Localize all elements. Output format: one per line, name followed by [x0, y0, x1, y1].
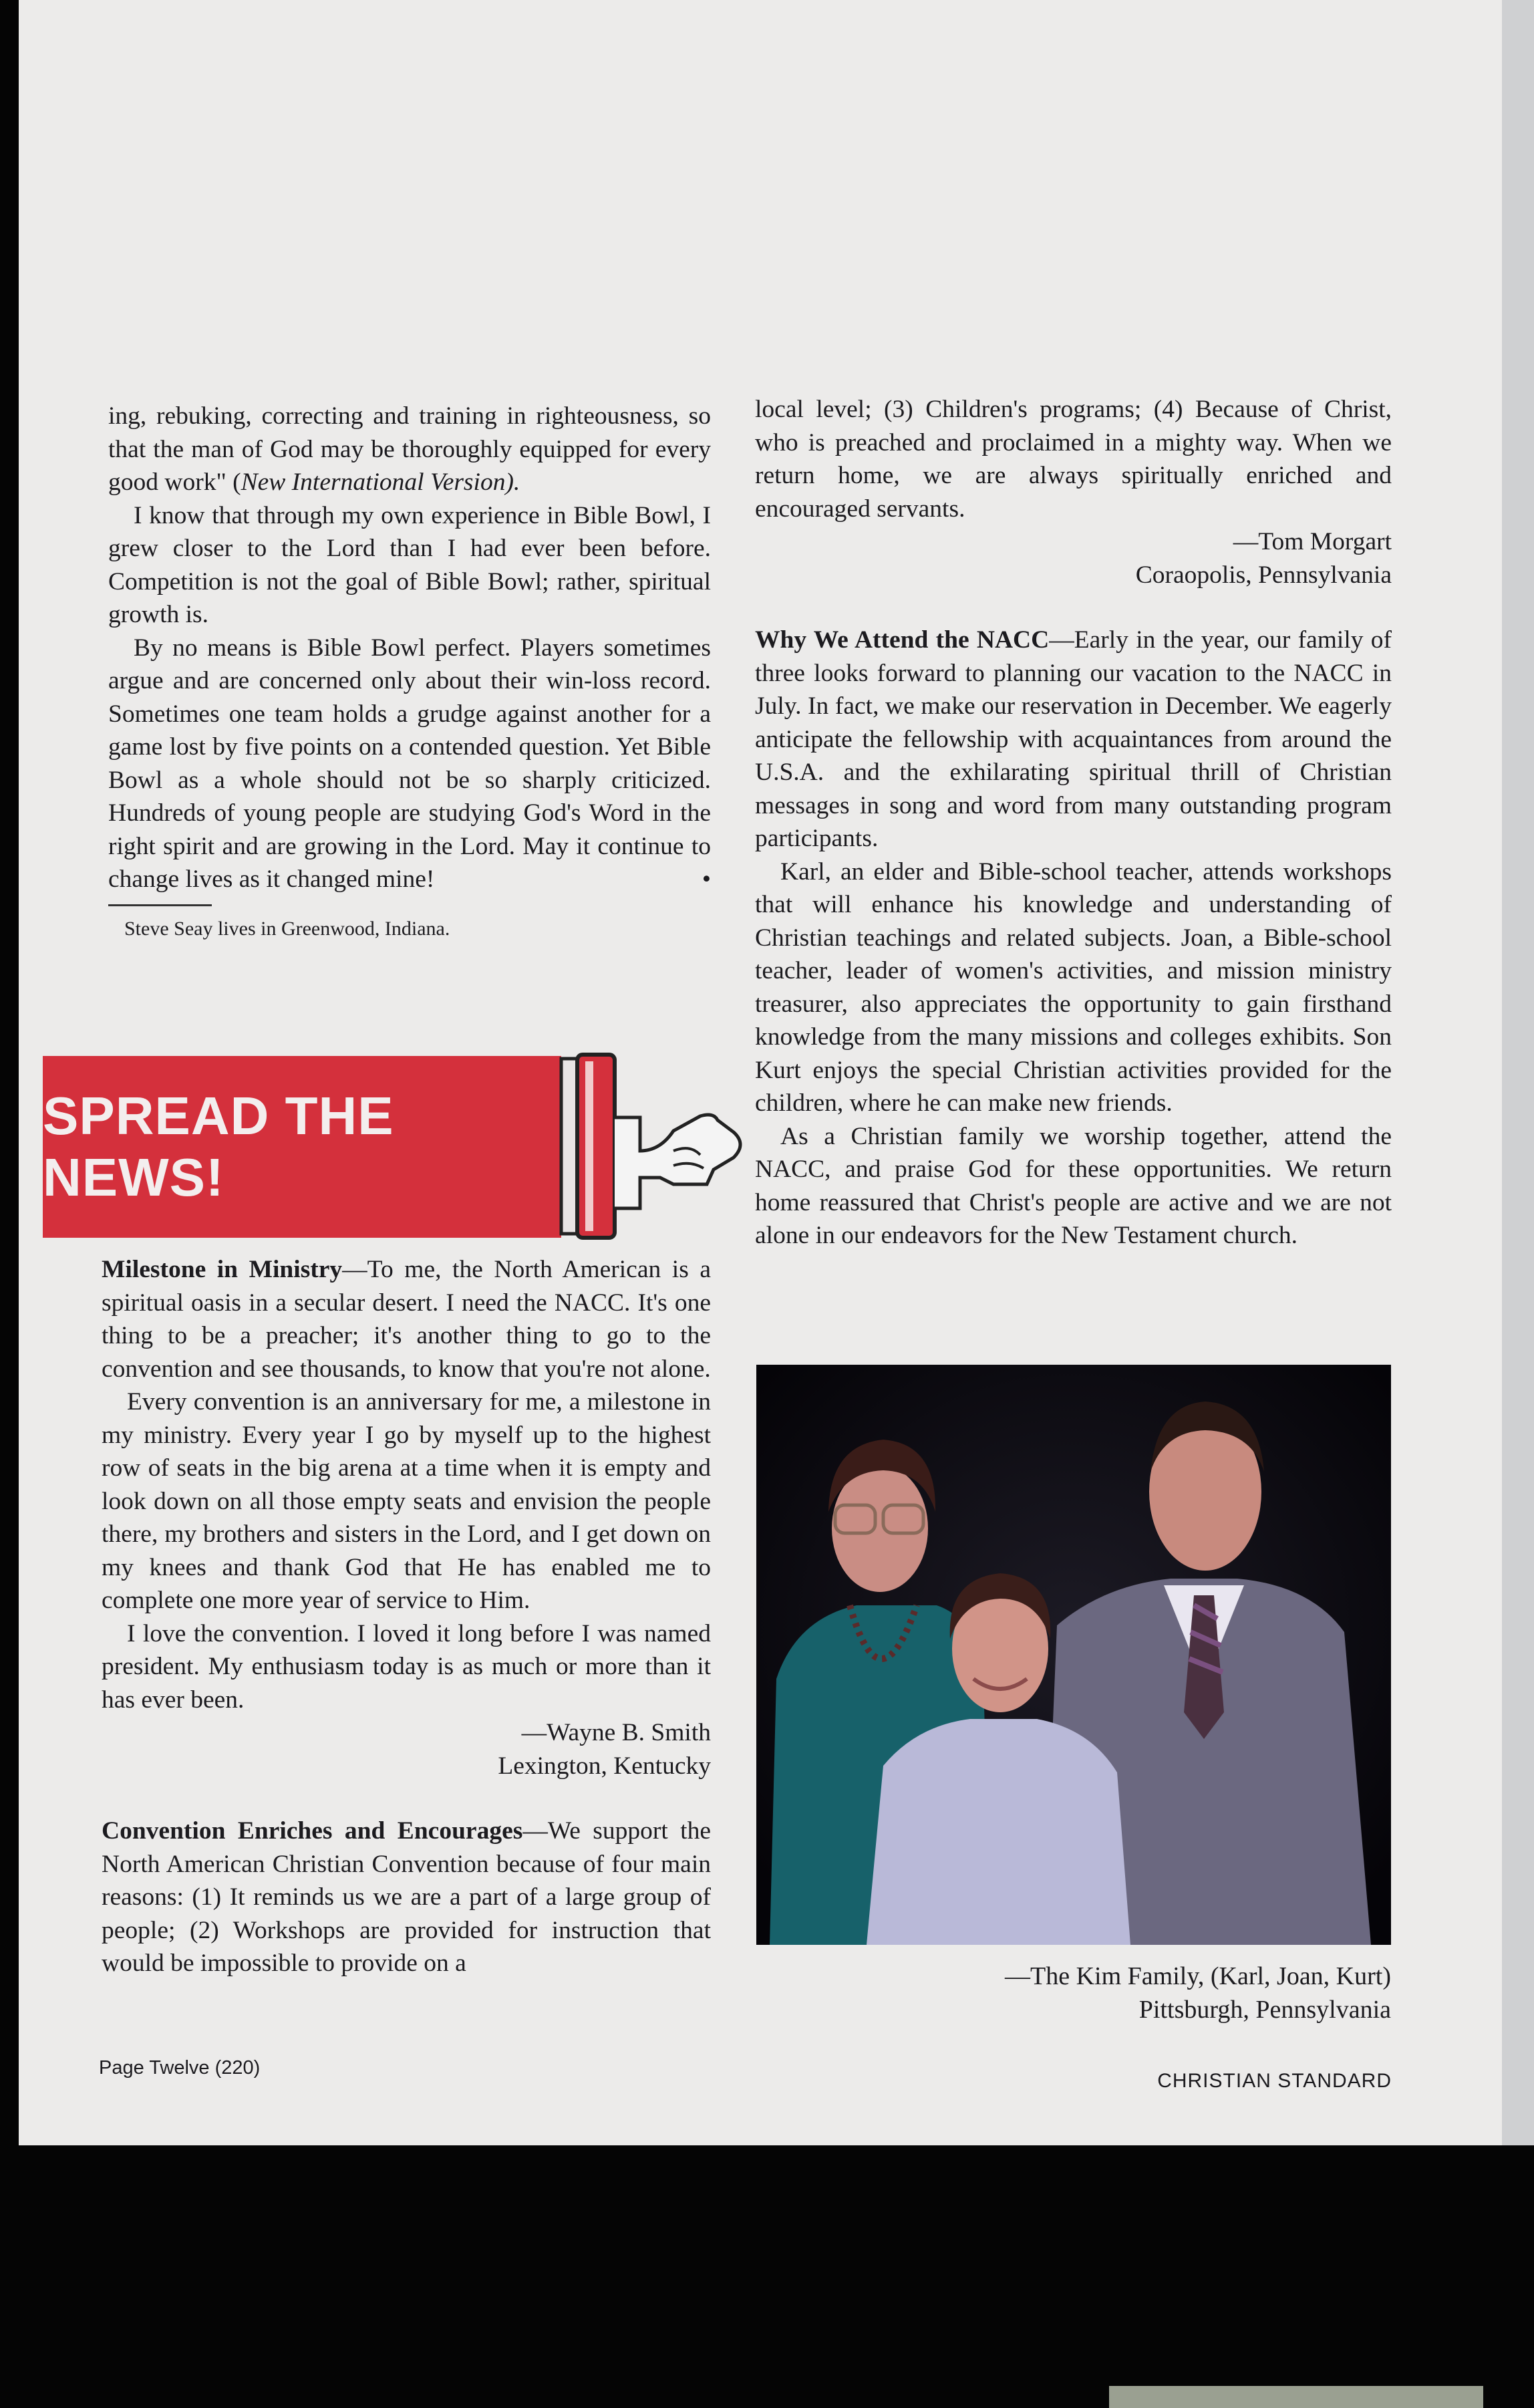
paragraph: ing, rebuking, correcting and training in righteousness, so that the man of God may be thoroughly equipped for every good work" (New International Version).	[108, 402, 711, 496]
paragraph: Every convention is an anniversary for me, a milestone in my ministry. Every year I go by myself up to the highest row of seats in the big arena at a time when it is empty and look down on all those empty seats and envision the people there, my brothers and sisters in the Lord, and I get down on my knees and thank God that He has enabled me to complete one more year of service to Him.	[102, 1388, 711, 1614]
section-heading: Why We Attend the NACC	[755, 626, 1050, 654]
author-bio: Steve Seay lives in Greenwood, Indiana.	[124, 917, 450, 940]
section-heading: Convention Enriches and Encourages	[102, 1817, 523, 1845]
publication-name: CHRISTIAN STANDARD	[1157, 2070, 1392, 2092]
spread-the-news-banner	[39, 1051, 747, 1251]
paragraph: Milestone in Ministry—To me, the North American is a spiritual oasis in a secular desert. I need the NACC. It's one thing to be a preacher; it's another thing to go to the convention and see thousands, to know that you're not alone.	[102, 1256, 711, 1383]
signature-place: Coraopolis, Pennsylvania	[1135, 561, 1392, 589]
paragraph: local level; (3) Children's programs; (4) Because of Christ, who is preached and proclaimed in a mighty way. When we return home, we are always spiritually enriched and encouraged servants.	[755, 396, 1392, 523]
signature-place: Lexington, Kentucky	[498, 1752, 711, 1780]
paragraph: I know that through my own experience in Bible Bowl, I grew closer to the Lord than I had ever been before. Competition is not the goal of Bible Bowl; rather, spiritual growth is.	[108, 501, 711, 628]
family-photo	[756, 1365, 1391, 1945]
left-column-bottom	[102, 1253, 711, 1980]
signature-name: —Tom Morgart	[1233, 528, 1392, 555]
left-column-top	[108, 400, 711, 942]
divider	[108, 904, 212, 906]
right-column	[755, 393, 1392, 1252]
photo-caption: —The Kim Family, (Karl, Joan, Kurt) Pittsburgh, Pennsylvania	[1005, 1962, 1391, 2024]
paragraph: Convention Enriches and Encourages—We support the North American Christian Convention because of four main reasons: (1) It reminds us we are a part of a large group of people; (2) Workshops are provided for instruction that would be impossible to provide on a	[102, 1817, 711, 1977]
end-mark: •	[702, 865, 711, 893]
banner-title: SPREAD THE NEWS!	[43, 1086, 394, 1207]
paragraph: As a Christian family we worship together, attend the NACC, and praise God for these opportunities. We return home reassured that Christ's people are active and we are not alone in our endeavors for the New Testament church.	[755, 1122, 1392, 1249]
paint-roller-icon	[39, 1051, 747, 1251]
paragraph: Why We Attend the NACC—Early in the year, our family of three looks forward to planning our vacation to the NACC in July. In fact, we make our reservation in December. We eagerly anticipate the fellowship with acquaintances from around the U.S.A. and the exhilarating spiritual thrill of Christian messages in song and word from many outstanding program participants.	[755, 626, 1392, 852]
page-edge	[1502, 0, 1534, 2145]
scan-edge	[1109, 2386, 1483, 2408]
paragraph: By no means is Bible Bowl perfect. Players sometimes argue and are concerned only about their win-loss record. Sometimes one team holds a grudge against another for a game lost by five points on a contended question. Yet Bible Bowl as a whole should not be so sharply criticized. Hundreds of young people are studying God's Word in the right spirit and are growing in the Lord. May it continue to change lives as it changed mine! •	[108, 632, 711, 896]
family-photo-illustration	[756, 1365, 1391, 1945]
signature-name: —Wayne B. Smith	[521, 1719, 711, 1746]
page-number: Page Twelve (220)	[99, 2057, 261, 2079]
paragraph: Karl, an elder and Bible-school teacher, attends workshops that will enhance his knowledge and understanding of Christian teachings and related subjects. Joan, a Bible-school teacher, leader of women's activities, and mission ministry treasurer, also appreciates the opportunity to gain firsthand knowledge from the many missions and colleges exhibits. Son Kurt enjoys the special Christian activities provided for the children, where he can make new friends.	[755, 857, 1392, 1117]
section-heading: Milestone in Ministry	[102, 1256, 343, 1283]
paragraph: I love the convention. I loved it long before I was named president. My enthusiasm today is as much or more than it has ever been.	[102, 1619, 711, 1714]
